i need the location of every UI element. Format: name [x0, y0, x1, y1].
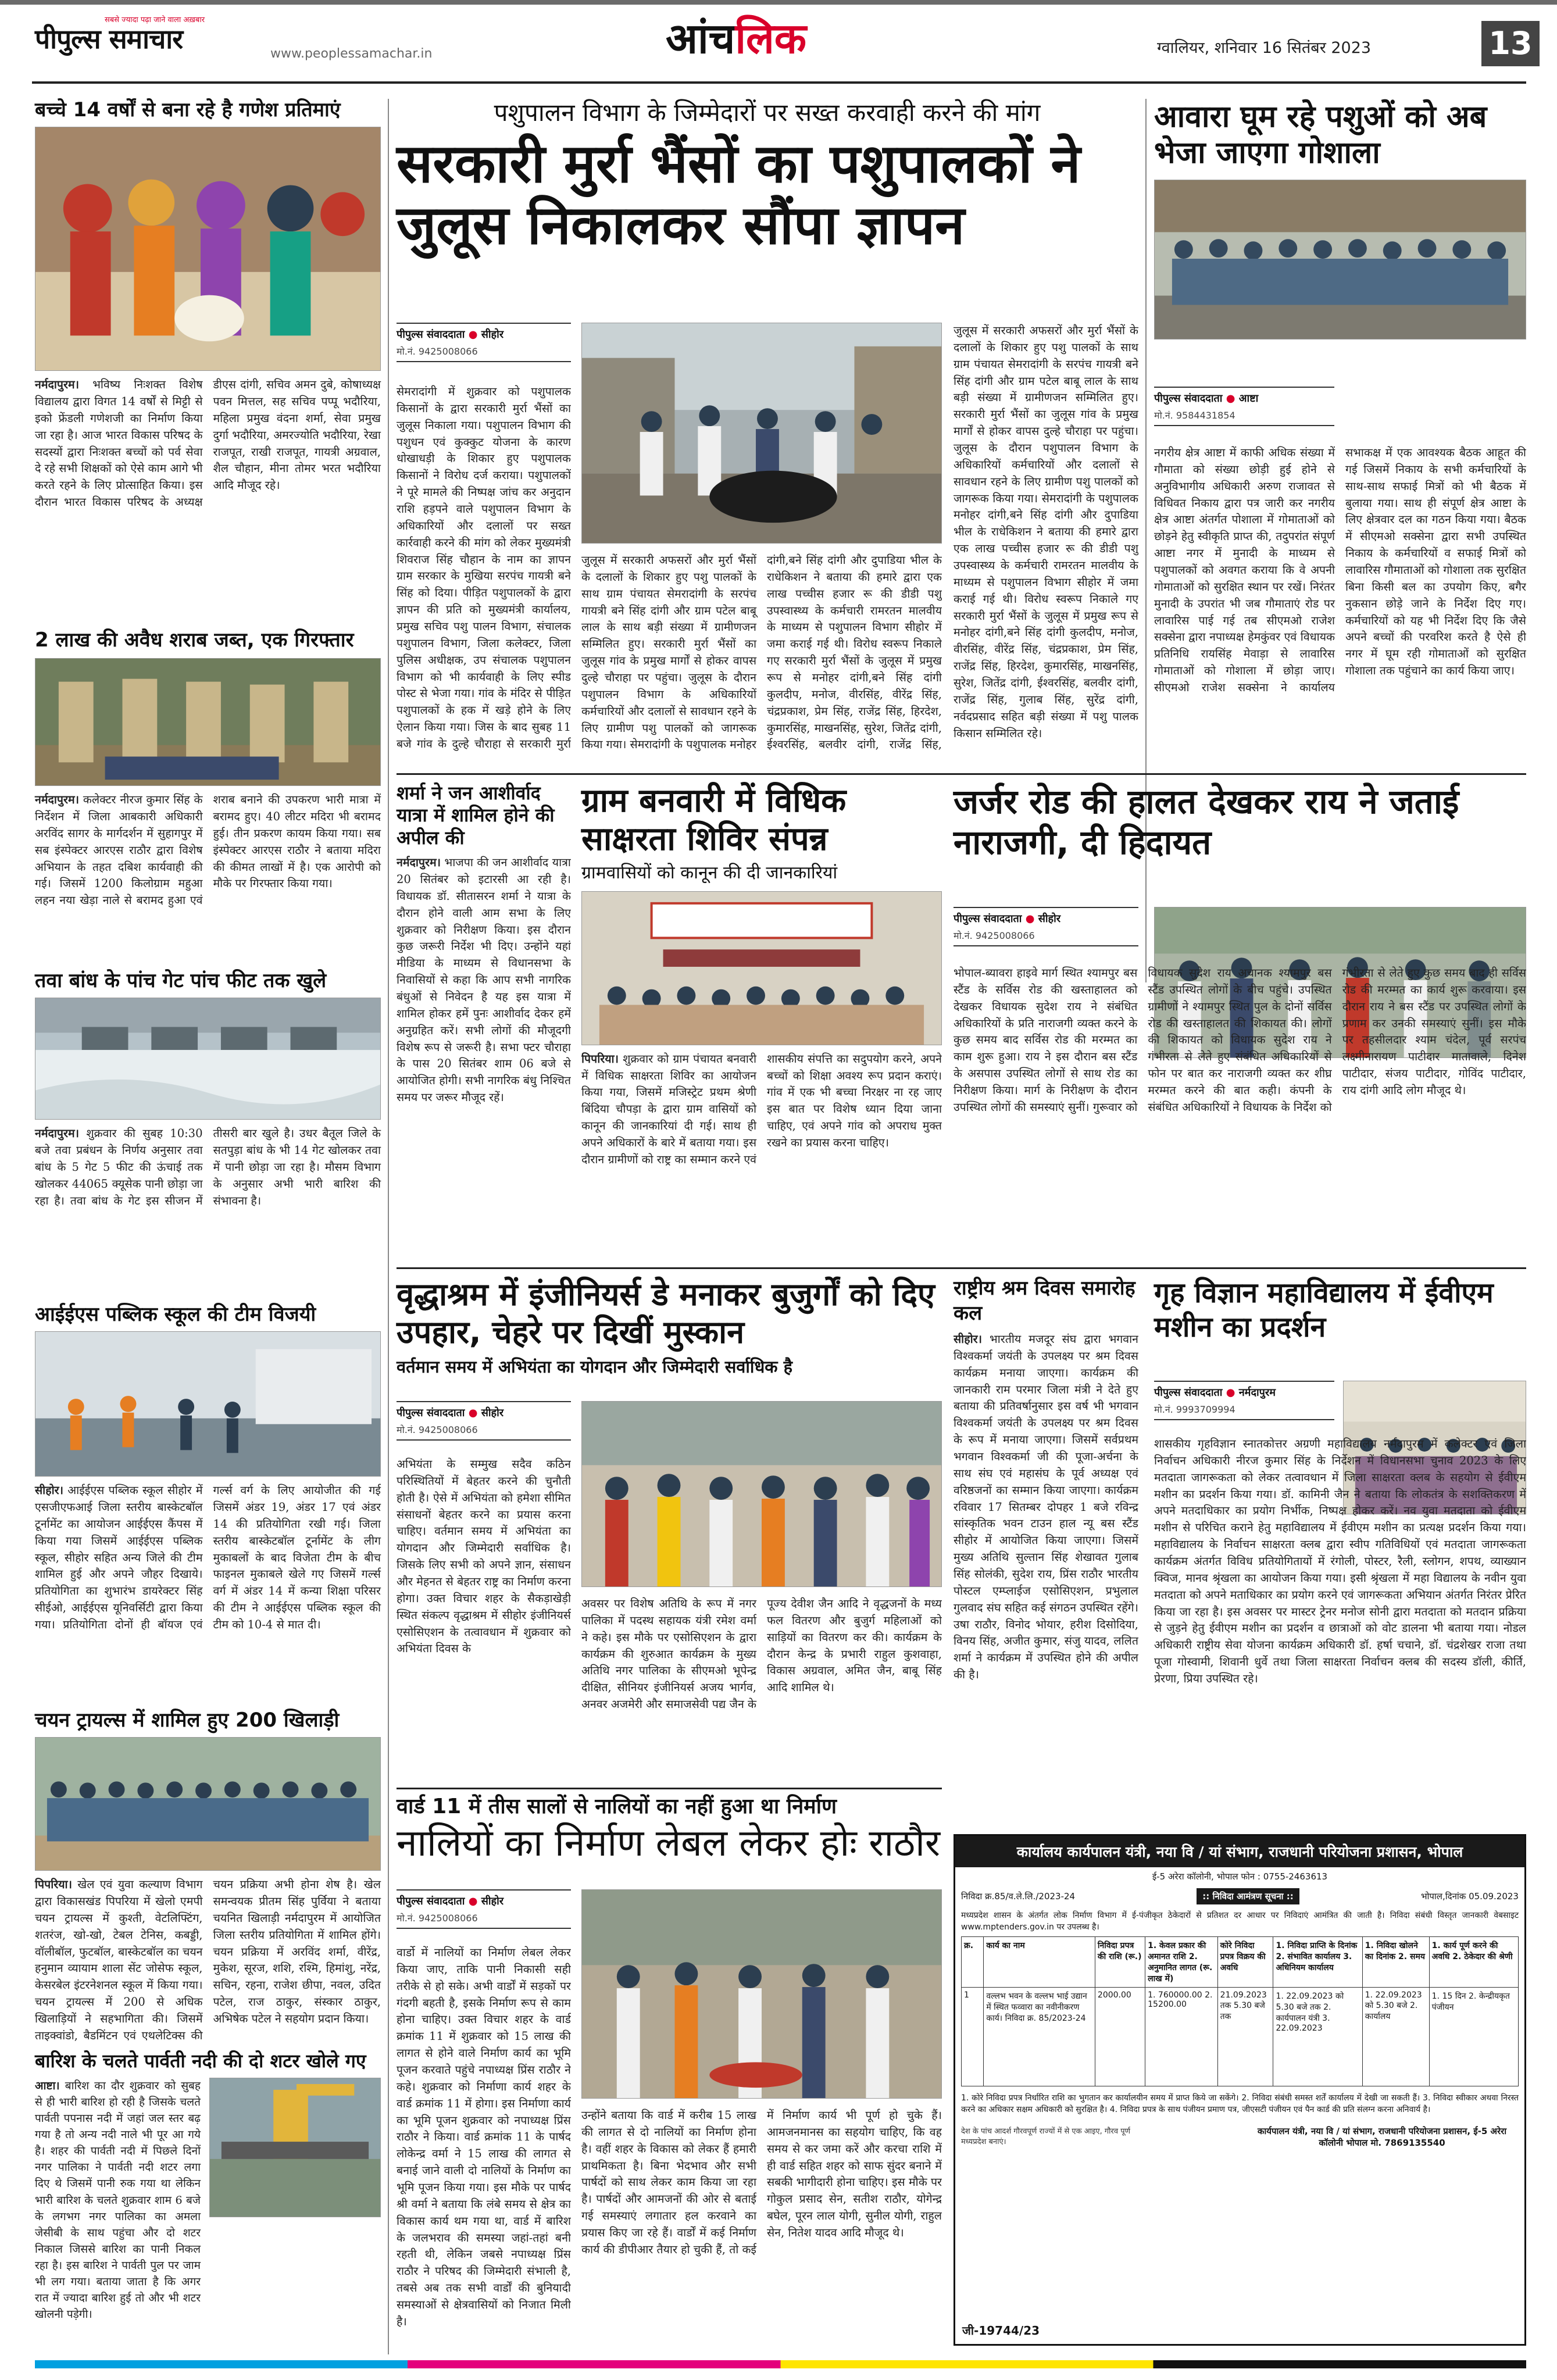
story-ias-body: [35, 1482, 381, 1634]
section-divider-lower: [397, 1267, 1526, 1269]
story-jarjar: [954, 782, 1526, 863]
story-shram: [954, 1276, 1138, 1889]
story-tawa: [35, 970, 381, 1209]
story-vriddh-body-b: [581, 1596, 942, 1782]
story-lead-body-a: [397, 384, 571, 762]
story-gaushala-byline: [1154, 387, 1334, 405]
tender-col-2: निविदा प्रपत्र की राशि (रू.): [1095, 1937, 1145, 1988]
tender-cell-4: 21.09.2023 तक 5.30 बजे तक: [1217, 1988, 1273, 2086]
photo-gaushala-meeting: [1154, 180, 1526, 340]
tender-signoff: कार्यपालन यंत्री, नया वि / यां संभाग, राजधानी परियोजना प्रशासन, ई-5 अरेरा कॉलोनी भोपाल मो. 7869135540: [1257, 2125, 1507, 2148]
story-lead-headline: सरकारी मुर्रा भैंसों का पशुपालकों ने जुलूस निकालकर सौंपा ज्ञापन: [397, 133, 1081, 256]
story-tawa-body: [35, 1125, 381, 1209]
story-lead-byline: [397, 323, 571, 341]
tender-cell-3: 1. 760000.00 2. 15200.00: [1145, 1988, 1218, 2086]
story-banwari-body: [581, 1051, 942, 1205]
tender-col-6: 1. निविदा खोलने का दिनांक 2. समय: [1362, 1937, 1429, 1988]
story-lead-byline-loc: ● सीहोर: [469, 328, 503, 341]
story-tawa-headline: तवा बांध के पांच गेट पांच फीट तक खुले: [35, 969, 327, 992]
logo-tagline: सबसे ज्यादा पढ़ा जाने वाला अख़बार: [105, 16, 205, 24]
story-vriddh-text-b: अवसर पर विशेष अतिथि के रूप में नगर पालिका में पदस्थ सहायक यंत्री रमेश वर्मा ने कहे। इस मौके पर एसोसिएशन के द्वारा कार्यक्रम की शुरुआत कार्यक्रम के मुख्य अतिथि नगर पालिका के सीएमओ भूपेन्द्र दीक्षित, सीनियर इंजीनियर्स अजय भार्गव, अनवर अजमेरी और समाजसेवी पद्य जैन के पूज्य देवीश जैन आदि ने वृद्धजनों के मध्य फल वितरण और बुजुर्ग महिलाओं को साड़ियों का वितरण कर की। कार्यक्रम के दौरान केन्द्र के प्रभारी राहुल कुशवाहा, विकास अग्रवाल, अमित जैन, बाबू सिंह आदि शामिल थे।: [581, 1597, 942, 1711]
story-liquor-body: [35, 792, 381, 909]
tender-table: [961, 1936, 1519, 2086]
story-jarjar-mobile: मो.नं. 9425008066: [954, 929, 1138, 946]
story-gaushala-text: नगरीय क्षेत्र आष्टा में काफी अधिक संख्या में गौमाता को संख्या छोड़ी हुई होने से अनुविभागीय अधिकारी अरुण राजावत से विधिवत निकाय द्वारा पत्र जारी कर नगरीय क्षेत्र आष्टा अंतर्गत पोशाला में गोमाताओं को छोड़ने हेतु स्वीकृति प्राप्त की, तदुपरांत संपूर्ण आष्टा नगर में मुनादी के माध्यम से पशुपालकों को अवगत कराया कि वे अपनी गोमाताओं को सुरक्षित स्थान पर रखें। निरंतर मुनादी के उपरांत भी जब गौमाताएं रोड पर लावारिस पाई गई तब सीएमओ राजेश सक्सेना द्वारा नपाध्यक्ष हेमकुंवर एवं विधायक प्रतिनिधि रायसिंह मेवाड़ा से लावारिस गोमाताओं को गोशाला में छोड़ा जाए। सीएमओ राजेश सक्सेना ने कार्यालय सभाकक्ष में एक आवश्यक बैठक आहूत की गई जिसमें निकाय के सभी कर्मचारियों के साथ-साथ सफाई मित्रों को भी बैठक में बुलाया गया। साथ ही संपूर्ण क्षेत्र आष्टा के लिए क्षेत्रवार दल का गठन किया गया। बैठक में सीएमओ सक्सेना द्वारा सभी उपस्थित निकाय के कर्मचारियों व सफाई मित्रों को लावारिस गौमाताओं को गोशाला तक सुरक्षित बिना किसी बल का उपयोग किए, बगैर नुकसान छोड़े जाने के निर्देश दिए गए। कर्मचारियों को यह भी निर्देश दिए कि जैसे अपने बच्चों की परवरिश करते है ऐसे ही नगर में घूम रही गोमाताओं को सुरक्षित गोशाला तक पहुंचाने का कार्य किया जाए।: [1154, 446, 1526, 695]
story-sharma: [397, 782, 571, 1232]
story-gaushala-byline-name: पीपुल्स संवाददाता: [1154, 392, 1223, 405]
story-ganesh-headline: बच्चे 14 वर्षों से बना रहे है गणेश प्रतिमाएं: [35, 98, 341, 121]
masthead: [0, 0, 1557, 87]
story-gaushala-mobile: मो.नं. 9584431854: [1154, 409, 1334, 426]
story-tawa-text: शुक्रवार की सुबह 10:30 बजे तवा प्रबंधन के निर्णय अनुसार तवा बांध के 5 गेट 5 फीट की ऊंचाई तक खोलकर 44065 क्यूसेक पानी छोड़ा जा रहा है। तवा बांध के गेट इस सीजन में तीसरी बार खुले है। उधर बैतूल जिले के सतपुड़ा बांध के भी 14 गेट खोलकर तवा में पानी छोड़ा जा रहा है। मौसम विभाग के अनुसार अभी भारी बारिश की संभावना है।: [35, 1127, 381, 1207]
story-gaushala-byline-block: [1154, 387, 1334, 426]
story-lead-text-c: जुलूस में सरकारी अफसरों और मुर्रा भैंसों के दलालों के शिकार हुए पशु पालकों के साथ ग्राम पंचायत सेमरादांगी के सरपंच गायत्री बने सिंह दांगी और ग्राम पटेल बाबू लाल के साथ बड़ी संख्या में ग्रामीणजन सम्मिलित हुए। सरकारी मुर्रा भैंसों का जुलूस गांव के प्रमुख मार्गों से होकर वापस दुल्हे चौराहा पर पहुंचा। जुलूस के दौरान पशुपालन विभाग के अधिकारियों कर्मचारियों और दलालों से सावधान रहने के लिए ग्रामीण पशु पालकों को जागरूक किया गया। सेमरादांगी के पशुपालक मनोहर दांगी,बने सिंह दांगी और दुपाडिया भील के राधेकिशन ने बताया की हमारे द्वारा एक लाख पच्चीस हजार रू की डीडी पशु उपस्वास्थ्य के कर्मचारी रामरतन मालवीय के माध्यम से पशुपालन विभाग सीहोर में जमा कराई गई थी। विरोध स्वरूप निकाले गए सरकारी मुर्रा भैंसों के जुलूस में प्रमुख रूप से मनोहर दांगी,बने सिंह दांगी कुलदीप, मनोज, वीरसिंह, वीरेंद्र सिंह, चंद्रप्रकाश, प्रेम सिंह, राजेंद्र सिंह, हिरदेश, कुमारसिंह, माखनसिंह, सुरेश, जितेंद्र दांगी, ईश्वरसिंह, बलवीर दांगी, राजेंद्र सिंह, गुलाब सिंह, सुरेंद्र दांगी, नर्वदप्रसाद सहित बड़ी संख्या में पशु पालक किसान सम्मिलित रहे।: [954, 324, 1138, 740]
page-number: 13: [1481, 21, 1540, 66]
tender-code: जी-19744/23: [962, 2324, 1040, 2338]
story-evm-mobile: मो.नं. 9993709994: [1154, 1403, 1334, 1420]
tender-notice: [954, 1834, 1526, 2346]
story-banwari-headline: ग्राम बनवारी में विधिक साक्षरता शिविर संपन्न: [581, 782, 847, 859]
story-tawa-place: नर्मदापुरम।: [35, 1127, 79, 1141]
story-evm-text: शासकीय गृहविज्ञान स्नातकोत्तर अग्रणी महाविद्यालय नर्मदापुरम में कलेक्टर एवं जिला निर्वाचन अधिकारी नीरज कुमार सिंह के निर्देशन में विधानसभा चुनाव 2023 के लिए मतदाता जागरूकता को लेकर तत्वावधान में जिला साक्षरता क्लब के सहयोग से ईवीएम मशीन का प्रदर्शन किया गया। डॉ. कामिनी जैन ने बताया कि लोकतंत्र के सशक्तिकरण में अपने मतदाधिकार का प्रयोग निर्भीक, निष्पक्ष होकर करें। नव युवा मतदाता को ईवीएम मशीन से परिचित कराने हेतु महाविद्यालय में ईवीएम मशीन का प्रत्यक्ष प्रदर्शन किया गया। महाविद्यालय के निर्वाचन साक्षरता क्लब द्वारा स्वीप गतिविधियों एवं मतदाता जागरूकता कार्यक्रम अंतर्गत विविध प्रतियोगितायों में रंगोली, पोस्टर, रैली, स्लोगन, शपथ, व्याख्यान क्विज, मानव श्रृंखला का आयोजन किया गया। इसी श्रृंखला में महा विद्यालय के नवीन युवा मतदाता को अपने मताधिकार का प्रयोग करने एवं जागरूकता अभियान अंतर्गत निरंतर प्रेरित किया जा रहा है। इस अवसर पर मास्टर ट्रेनर मनोज सोनी द्वारा मतदाता को मतदान प्रक्रिया से जुड़ने हेतु ईवीएम मशीन का प्रदर्शन व छात्राओं को वोट डालना भी बताया गया। नोडल अधिकारी राष्ट्रीय सेवा योजना कार्यक्रम अधिकारी डॉ. हर्षा चचाने, डॉ. चंद्रशेखर राजा तथा पूजा गोस्वामी, शिवानी धुर्वे तथा जिला साक्षरता निर्वाचन क्लब की सदस्य डॉली, कीर्ति, प्रेरणा, प्रिया उपस्थित रहे।: [1154, 1437, 1526, 1686]
photo-lead-buffalo-procession: [581, 323, 942, 544]
story-lead: [397, 99, 1138, 256]
story-banwari: [581, 782, 942, 1205]
tender-footer: [955, 2122, 1524, 2152]
tender-col-0: क्र.: [962, 1937, 984, 1988]
story-gaushala: [1154, 99, 1526, 340]
story-selection-headline: चयन ट्रायल्स में शामिल हुए 200 खिलाड़ी: [35, 1709, 340, 1732]
tender-table-header: [962, 1937, 1519, 1988]
photo-selection-trials: [35, 1737, 381, 1871]
tender-col-3: 1. केवल प्रकार की अमानत राशि 2. अनुमानित लागत (रू. लाख में): [1145, 1937, 1218, 1988]
story-selection: [35, 1709, 381, 2045]
story-vriddh-headline: वृद्धाश्रम में इंजीनियर्स डे मनाकर बुजुर्गों को दिए उपहार, चेहरे पर दिखीं मुस्कान: [397, 1276, 935, 1350]
story-ward-byline: [397, 1889, 571, 1908]
story-ward-text-b: उन्होंने बताया कि वार्ड में करीब 15 लाख की लागत से दो नालियों का निर्माण होना है। वहीं शहर के विकास को लेकर हैं हमारी प्राथमिकता है। बिना भेदभाव और सभी पार्षदों को साथ लेकर काम किया जा रहा है। पार्षदों और आमजनों की ओर से बताई गई समस्याएं लगातार हल करवाने का प्रयास किए जा रहे हैं। वार्डों में कई निर्माण कार्य की डीपीआर तैयार हो चुकी हैं, तो कई में निर्माण कार्य भी पूर्ण हो चुके हैं। आमजनमानस का सहयोग चाहिए, कि वह समय से कर जमा करें और करचा राशि में ही वार्ड सहित शहर को साफ सुंदर बनाने में सबकी भागीदारी होना चाहिए। इस मौके पर गोकुल प्रसाद सेन, सतीश राठौर, योगेन्द्र बघेल, पूरन लाल योगी, सुनील योगी, राहुल सेन, नितेश यादव आदि मौजूद थे।: [581, 2109, 942, 2256]
story-shram-text: भारतीय मजदूर संघ द्वारा भगवान विश्वकर्मा जयंती के उपलक्ष्य पर श्रम दिवस कार्यक्रम मनाया जाएगा। कार्यक्रम की जानकारी राम परमार जिला मंत्री ने देते हुए बताया की प्रतिवर्षानुसार इस वर्ष भी भगवान विश्वकर्मा जयंती के उपलक्ष्य पर श्रम दिवस के रूप में मनाया जाएगा। जिसमें सर्वप्रथम भगवान विश्वकर्मा जी की पूजा-अर्चना के साथ संघ एवं महासंघ के पूर्व अध्यक्ष एवं वरिष्ठजनों का सम्मान किया जाएगा। कार्यक्रम रविवार 17 सितम्बर दोपहर 1 बजे रविन्द्र सांस्कृतिक भवन टाउन हाल न्यू बस स्टैंड सीहोर में आयोजित किया जाएगा। जिसमें मुख्य अतिथि सुल्तान सिंह शेखावत गुलाब सिंह सोलंकी, सुदेश राय, प्रिंस राठौर भारतीय पोस्टल एम्प्लाईज एसोसिएशन, प्रभुलाल गुलवाद संघ सहित कई संगठन उपस्थित रहेंगे। उषा राठौर, विनोद भोयार, हरीश दिसोदिया, विनय सिंह, अजीत कुमार, संजु यादव, ललित शर्मा ने कार्यक्रम में उपस्थित होने की अपील की है।: [954, 1332, 1138, 1682]
story-shram-place: सीहोर।: [954, 1332, 983, 1346]
tender-meta-row: [955, 1886, 1524, 1907]
story-jarjar-headline: जर्जर रोड की हालत देखकर राय ने जताई नाराजगी, दी हिदायत: [954, 782, 1459, 862]
story-lead-body-c: [954, 323, 1138, 764]
story-lead-text-b-visible: जुलूस में सरकारी अफसरों और मुर्रा भैंसों के दलालों के शिकार हुए पशु पालकों के साथ ग्राम पंचायत सेमरादांगी के सरपंच गायत्री बने सिंह दांगी और ग्राम पटेल बाबू लाल के साथ बड़ी संख्या में ग्रामीणजन सम्मिलित हुए। सरकारी मुर्रा भैंसों का जुलूस गांव के प्रमुख मार्गों से होकर वापस दुल्हे चौराहा पर पहुंचा। जुलूस के दौरान पशुपालन विभाग के अधिकारियों कर्मचारियों और दलालों से सावधान रहने के लिए ग्रामीण पशु पालकों को जागरूक किया गया। सेमरादांगी के पशुपालक मनोहर दांगी,बने सिंह दांगी और दुपाडिया भील के राधेकिशन ने बताया की हमारे द्वारा एक लाख पच्चीस हजार रू की डीडी पशु उपस्वास्थ्य के कर्मचारी रामरतन मालवीय के माध्यम से पशुपालन विभाग सीहोर में जमा कराई गई थी। विरोध स्वरूप निकाले गए सरकारी मुर्रा भैंसों के जुलूस में प्रमुख रूप से मनोहर दांगी,बने सिंह दांगी कुलदीप, मनोज, वीरसिंह, वीरेंद्र सिंह, चंद्रप्रकाश, प्रेम सिंह, राजेंद्र सिंह, हिरदेश, कुमारसिंह, माखनसिंह, सुरेश, जितेंद्र दांगी, ईश्वरसिंह, बलवीर दांगी, राजेंद्र सिंह,: [581, 553, 942, 752]
story-ward-headline: नालियों का निर्माण लेबल लेकर होः राठौर: [397, 1822, 940, 1866]
tender-col-1: कार्य का नाम: [984, 1937, 1095, 1988]
story-shram-headline: राष्ट्रीय श्रम दिवस समारोह कल: [954, 1277, 1135, 1325]
story-evm-byline-loc: ● नर्मदापुरम: [1226, 1386, 1276, 1399]
story-ward: [397, 1795, 942, 1865]
masthead-logo[interactable]: [35, 14, 291, 70]
story-evm-byline-block: [1154, 1381, 1334, 1420]
story-sharma-body: [397, 855, 571, 1232]
story-ganesh-body: [35, 377, 381, 511]
story-ganesh-text: भविष्य निःशक्त विशेष विद्यालय द्वारा विगत 14 वर्षों से मिट्टी से इको फ्रेंडली गणेशजी का निर्माण किया जा रहा है। आज भारत विकास परिषद के सदस्यों द्वारा निःशक्त बच्चों को पर्व सेवा दे रहे सभी शिक्षकों को ऐसे काम आगे भी करते रहने के लिए प्रोत्साहित किया। इस दौरान भारत विकास परिषद के अध्यक्ष डीएस दांगी, सचिव अमन दुबे, कोषाध्यक्ष पवन मित्तल, सह सचिव पप्पू भदौरिया, महिला प्रमुख वंदना शर्मा, सेवा प्रमुख दुर्गा भदौरिया, अमरज्योति भदौरिया, रेखा राजपूत, राखी राजपूत, गायत्री अग्रवाल, शैल चौहान, मीना तोमर भरत भदौरिया आदि मौजूद रहे।: [35, 378, 381, 509]
photo-parvati-river: [209, 2078, 381, 2217]
story-sharma-place: नर्मदापुरम।: [397, 856, 441, 870]
story-sharma-headline: शर्मा ने जन आशीर्वाद यात्रा में शामिल होने की अपील की: [397, 782, 555, 849]
story-vriddh-byline: [397, 1401, 571, 1420]
photo-vriddh-ashram: [581, 1401, 942, 1587]
story-liquor-text: कलेक्टर नीरज कुमार सिंह के निर्देशन में जिला आबकारी अधिकारी अरविंद सागर के मार्गदर्शन में सुहागपुर में सब इंस्पेक्टर आरएस राठौर द्वारा विशेष अभियान के तहत दबिश कार्यवाही की गई। जिसमें 1200 किलोग्राम महुआ लहन नया खेड़ा नाले से बरामद हुआ एवं शराब बनाने की उपकरण भारी मात्रा में बरामद हुए। 40 लीटर मदिरा भी बरामद हुई। तीन प्रकरण कायम किया गया। सब इंस्पेक्टर आरएस राठौर ने बताया मदिरा की कीमत लाखों में है। एक आरोपी को मौके पर गिरफ्तार किया गया।: [35, 793, 381, 907]
story-liquor-headline: 2 लाख की अवैध शराब जब्त, एक गिरफ्तार: [35, 628, 354, 652]
story-gaushala-byline-loc: ● आष्टा: [1226, 392, 1259, 405]
story-jarjar-body: [954, 965, 1526, 1320]
logo-wordmark: पीपुल्स समाचार: [35, 23, 183, 55]
photo-ganesh-children: [35, 127, 381, 371]
tender-intro: मध्यप्रदेश शासन के अंतर्गत लोक निर्माण विभाग में ई-पंजीकृत ठेकेदारों से प्रतिशत दर आधार पर निविदाएं आमंत्रित की जाती है। निविदा संबंधी विस्तृत जानकारी वेबसाइट www.mptenders.gov.in पर उपलब्ध है।: [961, 1911, 1519, 1932]
tender-title: कार्यालय कार्यपालन यंत्री, नया वि / यां संभाग, राजधानी परियोजना प्रशासन, भोपाल: [955, 1836, 1524, 1867]
story-jarjar-text: भोपाल-ब्यावरा हाइवे मार्ग स्थित श्यामपुर बस स्टैंड के सर्विस रोड की खस्ताहालत को देखकर विधायक सुदेश राय ने संबंधित अधिकारियों के प्रति नाराजगी व्यक्त करने के कुछ समय बाद सर्विस रोड की मरम्मत का काम शुरू हुआ। राय ने इस दौरान बस स्टैंड के असपास उपस्थित लोगों से साथ रोड का निरीक्षण किया। मार्ग के निरीक्षण के दौरान उपस्थित लोगों की समस्याएं सुनीं। गुरूवार को विधायक सुदेश राय अचानक श्यामपुर बस स्टैंड उपस्थित लोगों के बीच पहुंचे। उपस्थित ग्रामीणों ने श्यामपुर स्थित पुल के दोनों सर्विस रोड की खस्ताहालत की शिकायत की। लोगों की शिकायत को विधायक सुदेश राय ने गंभीरता से लेते हुए संबंधित अधिकारियों से फोन पर बात कर नाराजगी व्यक्त कर शीघ्र मरम्मत करने की बात कही। कंपनी के संबंधित अधिकारियों ने विधायक के निर्देश को गंभीरता से लेते हुए कुछ समय बाद ही सर्विस रोड की मरम्मत का कार्य शुरू करवाया। इस दौरान राय ने बस स्टैंड पर उपस्थित लोगों के प्रणाम कर उनकी समस्याएं सुनीं। इस मौके पर तहसीलदार श्याम चंदेल, पूर्व सरपंच लक्ष्मीनारायण पाटीदार मातावाले, दिनेश पाटीदार, संजय पाटीदार, गोविंद पाटीदार, राय दांगी आदि लोग मौजूद थे।: [954, 966, 1526, 1114]
tender-col-5: 1. निविदा प्राप्ति के दिनांक 2. संभावित कार्यालय 3. अधिनियम कार्यालय: [1273, 1937, 1362, 1988]
tender-notice-date: भोपाल,दिनांक 05.09.2023: [1420, 1891, 1519, 1902]
dateline: ग्वालियर, शनिवार 16 सितंबर 2023: [1157, 39, 1372, 57]
tender-notice-head: :: निविदा आमंत्रण सूचना ::: [1197, 1888, 1299, 1904]
story-gaushala-body: [1154, 445, 1526, 770]
tender-cell-5: 1. 22.09.2023 को 5.30 बजे तक 2. कार्यपालन यंत्री 3. 22.09.2023: [1273, 1988, 1362, 2086]
story-ias-headline: आईईएस पब्लिक स्कूल की टीम विजयी: [35, 1303, 316, 1326]
section-divider-mid: [397, 773, 1526, 775]
masthead-top-band: [0, 0, 1557, 5]
masthead-divider: [32, 81, 1526, 84]
story-ias: [35, 1303, 381, 1634]
story-ward-text-a: वार्डो में नालियों का निर्माण लेबल लेकर किया जाए, ताकि पानी निकासी सही तरीके से हो सके। अभी वार्डों में सड़कों पर गंदगी बहती है, इसके निर्माण रूप से काम होना चाहिए। उक्त विचार शहर के वार्ड क्रमांक 11 में शुक्रवार को 15 लाख की लागत से होने वाले निर्माण कार्य का भूमि पूजन करवाते पहुंचे नपाध्यक्ष प्रिंस राठौर ने कहे। शुक्रवार को निर्माणा कार्य शहर के वार्ड क्रमांक 11 में होगा। इस निर्माणा कार्य का भूमि पूजन शुक्रवार को नपाध्यक्ष प्रिंस राठौर ने किया। वार्ड क्रमांक 11 के पार्षद लोकेन्द्र वर्मा ने 15 लाख की लागत से बनाई जाने वाली दो नालियों के निर्माण का भूमि पूजन किया गया। इस मौके पर पार्षद श्री वर्मा ने बताया कि लंबे समय से क्षेत्र का विकास कार्य थम गया था, वार्ड में बारिश के जलभराव की समस्या जहां-तहां बनी रहती थी, लेकिन जबसे नपाध्यक्ष प्रिंस राठौर ने परिषद की जिम्मेदारी संभाली है, तबसे अब तक सभी वार्डों की बुनियादी समस्याओं से क्षेत्रवासियों को निजात मिली है।: [397, 1946, 571, 2328]
story-liquor-place: नर्मदापुरम।: [35, 793, 79, 807]
tender-notice-no: निविदा क्र.85/व.ले.लि./2023-24: [961, 1891, 1076, 1902]
tender-cell-6: 1. 22.09.2023 को 5.30 बजे 2. कार्यालय: [1362, 1988, 1429, 2086]
tender-footer-note: देश के पांच आदर्श गौरवपूर्ण राज्यों में से एक आइए, गौरव पूर्ण मध्यप्रदेश बनाएं।: [961, 2127, 1130, 2146]
photo-ward-bhoomipujan: [581, 1889, 942, 2099]
story-ward-byline-block: [397, 1889, 571, 1929]
tender-col-7: 1. कार्य पूर्ण करने की अवधि 2. ठेकेदार की श्रेणी: [1429, 1937, 1518, 1988]
story-evm-body: [1154, 1436, 1526, 1782]
story-liquor: [35, 629, 381, 909]
story-ward-mobile: मो.नं. 9425008066: [397, 1911, 571, 1929]
story-evm-byline: [1154, 1381, 1334, 1399]
story-ward-byline-loc: ● सीहोर: [469, 1895, 503, 1907]
story-vriddh-byline-block: [397, 1401, 571, 1441]
story-ias-place: सीहोर।: [35, 1484, 64, 1498]
story-vriddh: [397, 1276, 942, 1376]
story-vriddh-byline-name: पीपुल्स संवाददाता: [397, 1407, 465, 1419]
story-ward-body-a: [397, 1945, 571, 2346]
tender-notes: 1. कोरे निविदा प्रपत्र निर्धारित राशि का भुगतान कर कार्यालयीन समय में प्राप्त किये जा सकेंगे। 2. निविदा संबंधी समस्त शर्तें कार्यालय में देखी जा सकती हैं। 3. निविदा स्वीकार अथवा निरस्त करने का अधिकार सक्षम अधिकारी को सुरक्षित है। 4. निविदा प्रपत्र के साथ पंजीयन प्रमाण पत्र, जीएसटी पंजीयन एवं पैन कार्ड की प्रति संलग्न करना अनिवार्य है।: [961, 2093, 1519, 2115]
story-banwari-text: शुक्रवार को ग्राम पंचायत बनवारी में विधिक साक्षरता शिविर का आयोजन किया गया, जिसमें मजिस्ट्रेट प्रथम श्रेणी बिंदिया चौपड़ा के द्वारा ग्राम वासियों को कानून की जानकारियां दी गई। साथ ही अपने अधिकारों के बारे में बताया गया। इस दौरान ग्रामीणों को राष्ट्र का सम्मान करने एवं शासकीय संपत्ति का सदुपयोग करने, अपने बच्चों को शिक्षा अवश्य रूप प्रदान कराएं। गांव में एक भी बच्चा निरक्षर ना रह जाए इस बात पर विशेष ध्यान दिया जाना चाहिए, एवं अपने गांव को अपराध मुक्त रखने का प्रयास करना चाहिए।: [581, 1052, 942, 1166]
section-name-part1: आंच: [666, 14, 735, 63]
story-ganesh-place: नर्मदापुरम।: [35, 378, 79, 392]
story-lead-byline-name: पीपुल्स संवाददाता: [397, 328, 465, 341]
tender-contact: ई-5 अरेरा कॉलोनी, भोपाल फोन : 0755-2463613: [1152, 1871, 1328, 1882]
story-lead-byline-block: [397, 323, 571, 362]
photo-banwari-camp: [581, 891, 942, 1045]
story-selection-body: [35, 1877, 381, 2045]
section-name-part2: लिक: [735, 14, 807, 63]
story-vriddh-text-a: अभियंता के सम्मुख सदैव कठिन परिस्थितियों में बेहतर करने की चुनौती होती है। ऐसे में अभियंता को हमेशा सीमित संसाधनों बेहतर करने का प्रयास करना चाहिए। वर्तमान समय में अभियंता का योगदान और जिम्मेदारी सर्वाधिक है। जिसके लिए सभी को अपने ज्ञान, संसाधन और मेहनत से बेहतर राष्ट्र का निर्माण करना होगा। उक्त विचार शहर के सैकड़ाखेड़ी स्थित संकल्प वृद्धाश्रम में सीहोर इंजीनियर्स एसोसिएशन के तत्वावधान में शुक्रवार को अभियंता दिवस के: [397, 1457, 571, 1656]
story-jarjar-byline-name: पीपुल्स संवाददाता: [954, 913, 1022, 925]
section-divider-bottom: [397, 1788, 942, 1789]
story-lead-kicker: पशुपालन विभाग के जिम्मेदारों पर सख्त करवाही करने की मांग: [494, 98, 1041, 127]
story-vriddh-body-a: [397, 1456, 571, 1782]
story-parvati-text: बारिश का दौर शुक्रवार को सुबह से ही भारी बारिश हो रही है जिसके चलते पार्वती पपनास नदी में जहां जल स्तर बढ़ गया है तो अन्य नदी नाले भी पूर आ गये है। शहर की पार्वती नदी में पिछले दिनों नगर पालिका ने पार्वती नदी शटर लगा दिए थे जिसमें पानी रुक गया था लेकिन भारी बारिश के चलते शुक्रवार शाम 6 बजे के लगभग नगर पालिका का अमला जेसीबी के साथ पहुंचा और दो शटर निकाल जिससे बारिश का पानी निकल रहा है। इस बारिश ने पार्वती पुल पर जाम भी लग गया। बताया जाता है कि अगर रात में ज्यादा बारिश हुई तो और भी शटर खोलनी पड़ेगी।: [35, 2079, 201, 2321]
story-jarjar-byline-block: [954, 907, 1138, 946]
story-jarjar-byline: [954, 907, 1138, 925]
tender-cell-0: 1: [962, 1988, 984, 2086]
story-sharma-text: भाजपा की जन आशीर्वाद यात्रा 20 सितंबर को इटारसी आ रही है। विधायक डॉ. सीतासरन शर्मा ने यात्रा के दौरान होने वाली आम सभा के लिए शुक्रवार को निरीक्षण किया। इस दौरान कुछ जरूरी निर्देश भी दिए। उन्होंने यहां मीडिया के माध्यम से विधानसभा के निवासियों से कहा कि आप सभी नागरिक बंधुओं से निवेदन है यह इस यात्रा में शामिल होकर हमें पुनः आशीर्वाद देकर हमें अनुग्रहित करें। सभी लोगों की मौजूदगी विशेष रूप से जरूरी है। सभा फ्टर चौराहा के पास 20 सितंबर शाम 06 बजे से आयोजित होगी। सभी नागरिक बंधु निश्चित समय पर जरूर मौजूद रहें।: [397, 856, 571, 1105]
tender-cell-1: वल्लभ भवन के वल्लभ भाई उद्यान में स्थित फव्वारा का नवीनीकरण कार्य। निविदा क्र. 85/2023-24: [984, 1988, 1095, 2086]
story-vriddh-byline-loc: ● सीहोर: [469, 1407, 503, 1419]
story-shram-body: [954, 1331, 1138, 1889]
story-ganesh: [35, 99, 381, 511]
tender-cell-2: 2000.00: [1095, 1988, 1145, 2086]
story-parvati-headline: बारिश के चलते पार्वती नदी की दो शटर खोले गए: [35, 2050, 366, 2072]
section-name: [666, 14, 807, 63]
story-parvati-place: आष्टा।: [35, 2079, 60, 2092]
story-lead-mobile: मो.नं. 9425008066: [397, 345, 571, 362]
story-evm-byline-name: पीपुल्स संवाददाता: [1154, 1386, 1223, 1399]
story-lead-text-a: सेमरादांगी में शुक्रवार को पशुपालक किसानों के द्वारा सरकारी मुर्रा भैंसों का जुलूस निकाला गया। पशुपालन विभाग की पशुधन एवं कुक्कुट योजना के कारण धोखाधड़ी के शिकार हुए पशुपालक किसानों ने विरोध दर्ज कराया। पशुपालकों ने पूरे मामले की निष्पक्ष जांच कर अनुदान राशि हड़पने वाले पशुपालन विभाग के अधिकारियों और दलालों पर सख्त कार्रवाही करने की मांग को लेकर मुख्यमंत्री शिवराज सिंह चौहान के नाम का ज्ञापन ग्राम सरकार के मुखिया सरपंच गायत्री बने सिंह को दिया। पीड़ित पशुपालकों के द्वारा ज्ञापन की प्रति को मुख्यमंत्री कार्यालय, प्रमुख सचिव पशु पालन विभाग, संचालक पशुपालन विभाग, जिला कलेक्टर, जिला पुलिस अधीक्षक, उप संचालक पशुपालन विभाग को भी कार्यवाही के लिए स्पीड पोस्ट से भेजा गया। गांव के मंदिर से पीड़ित पशुपालकों के हक में खड़े होने के लिए ऐलान किया गया। जिस के बाद सुबह 11 बजे गांव के दुल्हे चौराहा से सरकारी मुर्रा: [397, 385, 571, 751]
story-selection-text: खेल एवं युवा कल्याण विभाग द्वारा विकासखंड पिपरिया में खेलो एमपी चयन ट्रायल्स में कुश्ती, वेटलिफ्टिंग, शतरंज, खो-खो, टेबल टेनिस, कबड्डी, वॉलीबॉल, फुटबॉल, बास्केटबॉल का चयन हनुमान व्यायाम शाला सेंट जोसेफ स्कूल, केसरबेल इंटरनेशनल स्कूल में किया गया। चयन ट्रायल्स में 200 से अधिक खिलाड़ियों ने सहभागिता की। जिसमें ताइक्वांडो, बैडमिंटन एवं एथलेटिक्स की चयन प्रक्रिया अभी होना शेष है। खेल समन्वयक प्रीतम सिंह पुर्विया ने बताया चयनित खिलाड़ी नर्मदापुरम में आयोजित जिला स्तरीय प्रतियोगिता में शामिल होंगे। चयन प्रक्रिया में अरविंद शर्मा, वीरेंद्र, मुकेश, सूरज, शशि, रश्मि, हिमांशु, नरेंद्र, सचिन, रहना, राजेश छीपा, नवल, उदित पटेल, राज ठाकुर, संस्कार ठाकुर, अभिषेक पटेल ने सहयोग प्रदान किया।: [35, 1878, 381, 2042]
tender-cell-7: 1. 15 दिन 2. केन्द्रीयकृत पंजीयन: [1429, 1988, 1518, 2086]
tender-col-4: कोरे निविदा प्रपत्र विक्रय की अवधि: [1217, 1937, 1273, 1988]
story-selection-place: पिपरिया।: [35, 1878, 72, 1892]
story-vriddh-mobile: मो.नं. 9425008066: [397, 1423, 571, 1441]
story-ias-text: आईईएस पब्लिक स्कूल सीहोर में एसजीएफआई जिला स्तरीय बास्केटबॉल टूर्नामेंट का आयोजन आईईएस कैंपस में किया गया जिसमें आईईएस पब्लिक स्कूल, सीहोर सहित अन्य जिले की टीम शामिल हुई और अपने जौहर दिखाये। प्रतियोगिता का शुभारंभ डायरेक्टर सिंह सीईओ, आईईएस यूनिवर्सिटी द्वारा किया गया। प्रतियोगिता दोनों ही बॉयज एवं गर्ल्स वर्ग के लिए आयोजीत की गई जिसमें अंडर 19, अंडर 17 एवं अंडर 14 की प्रतियोगिता रखी गई। जिला स्तरीय बास्केटबॉल टूर्नामेंट के लीग मुकाबलों के बाद विजेता टीम के बीच फाइनल मुकाबले खेले गए जिसमें गर्ल्स वर्ग में अंडर 14 में कन्या शिक्षा परिसर की टीम ने आईईएस पब्लिक स्कूल की टीम को 10-4 से मात दी।: [35, 1484, 381, 1631]
story-gaushala-headline: आवारा घूम रहे पशुओं को अब भेजा जाएगा गोशाला: [1154, 99, 1487, 171]
story-evm-headline: गृह विज्ञान महाविद्यालय में ईवीएम मशीन का प्रदर्शन: [1154, 1277, 1494, 1343]
story-ward-kicker: वार्ड 11 में तीस सालों से नालियों का नहीं हुआ था निर्माण: [397, 1795, 837, 1818]
story-banwari-subhead: ग्रामवासियों को कानून की दी जानकारियां: [581, 863, 838, 884]
story-vriddh-subhead: वर्तमान समय में अभियंता का योगदान और जिम्मेदारी सर्वाधिक है: [397, 1356, 793, 1377]
photo-liquor-seizure: [35, 658, 381, 786]
story-parvati-body: [35, 2078, 201, 2323]
story-ward-body-b: [581, 2107, 942, 2346]
photo-ias-basketball: [35, 1331, 381, 1477]
tender-table-row: [962, 1988, 1519, 2086]
bottom-colour-strip: [35, 2360, 1526, 2368]
tender-table-wrap: [955, 1936, 1524, 2086]
story-ward-byline-name: पीपुल्स संवाददाता: [397, 1895, 465, 1907]
story-jarjar-byline-loc: ● सीहोर: [1026, 913, 1060, 925]
story-lead-body-b: [581, 552, 942, 764]
story-banwari-place: पिपरिया।: [581, 1052, 619, 1066]
story-parvati: [35, 2051, 381, 2322]
column-rule-left: [388, 99, 389, 2354]
story-evm: [1154, 1276, 1526, 1344]
website-url[interactable]: www.peoplessamachar.in: [270, 47, 433, 61]
photo-tawa-dam: [35, 998, 381, 1120]
